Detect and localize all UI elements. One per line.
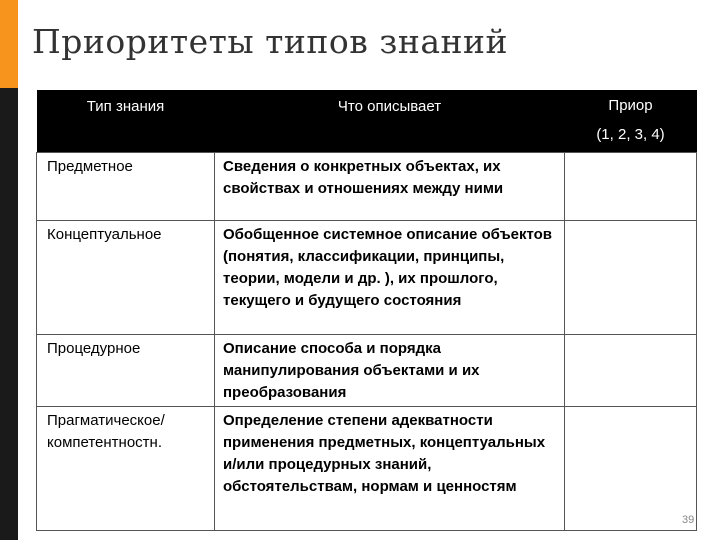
table-row: [37, 221, 697, 335]
row-type: Прагматическое/ компетентностн.: [37, 407, 215, 531]
table-row: [37, 335, 697, 407]
header-type: [37, 90, 215, 153]
table-row: [37, 153, 697, 221]
row-description: Описание способа и порядка манипулирования объектами и их преобразования: [215, 335, 565, 407]
row-description: Сведения о конкретных объектах, их свойствах и отношениях между ними: [215, 153, 565, 221]
page-number: 39: [682, 514, 695, 526]
knowledge-table: [36, 90, 697, 531]
table-row: [37, 407, 697, 531]
row-type: Предметное: [37, 153, 215, 221]
accent-bar: [0, 0, 18, 88]
header-type-label: Тип знания: [86, 98, 165, 115]
row-description: Определение степени адекватности применения предметных, концептуальных и/или процедурных знаний, обстоятельствам, нормам и ценностям: [215, 407, 565, 531]
header-priority-scale: (1, 2, 3, 4): [596, 126, 665, 143]
left-strip: [0, 88, 18, 540]
slide-title: Приоритеты типов знаний: [32, 22, 509, 61]
header-what-label: Что описывает: [337, 98, 442, 115]
row-priority-cell[interactable]: [565, 153, 697, 221]
row-priority-cell[interactable]: [565, 221, 697, 335]
header-priority: [565, 90, 697, 153]
row-priority-cell[interactable]: [565, 407, 697, 531]
table-header-row: [37, 90, 697, 153]
row-description: Обобщенное системное описание объектов (понятия, классификации, принципы, теории, модели и др. ), их прошлого, текущего и будущего состояния: [215, 221, 565, 335]
row-type: Процедурное: [37, 335, 215, 407]
row-priority-cell[interactable]: [565, 335, 697, 407]
row-type: Концептуальное: [37, 221, 215, 335]
header-priority-label: Приор: [608, 97, 653, 114]
header-what: [215, 90, 565, 153]
